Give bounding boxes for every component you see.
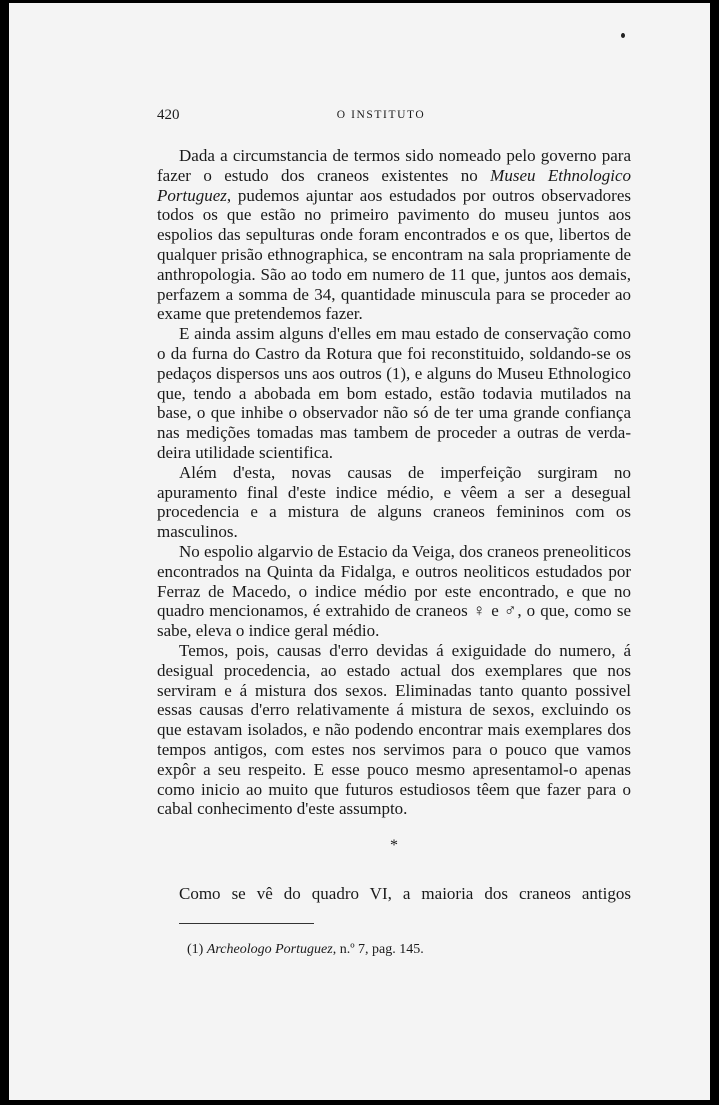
paragraph: Além d'esta, novas causas de imperfeição surgiram no apuramento final d'este indice médio, e vêem a ser a desegual procedencia e a mistura de alguns craneos femininos com os masculinos. — [157, 462, 631, 542]
journal-title: O INSTITUTO — [336, 109, 426, 121]
museum-name: Museu Ethnologico Portuguez — [157, 165, 631, 205]
book-page — [119, 3, 639, 1108]
continuation-line: Como se vê do quadro VI, a maioria dos craneos antigos — [179, 884, 631, 903]
paragraph-text: , pudemos ajuntar aos estudados por outros observadores todos os que estão no primeiro pavimento do museu juntos aos espolios das sepulturas onde foram encontrados e os que, libertos de qualquer prisão ethnographica, se encontram na sala propriamente de anthropologia. São ao todo em numero de 11 que, juntos aos demais, perfazem a somma de 34, quantidade minuscula para se proceder ao exame que pretendemos fazer. — [157, 185, 631, 324]
footnote-marker: (1) — [187, 942, 207, 957]
section-separator: * — [390, 837, 398, 854]
paragraph: No espolio algarvio de Estacio da Veiga, dos craneos preneoliticos encontrados na Quinta da Fidalga, e outros neoliticos estudados por Ferraz de Macedo, o indice médio por este encontrado, e que no quadro mencionamos, é extrahido de craneos ♀ e ♂, o que, como se sabe, eleva o indice geral médio. — [157, 541, 631, 641]
footnote-rule — [179, 923, 314, 924]
footnote-reference: , n.º 7, pag. 145. — [332, 942, 424, 957]
footnote — [187, 941, 607, 959]
paragraph: Temos, pois, causas d'erro devidas á exiguidade do numero, á desigual procedencia, ao estado actual dos exemplares que nos serviram e á mistura dos sexos. Eliminadas tanto quanto possivel essas causas d'erro relativamente á mistura de sexos, excluindo os que estavam isolados, e não podendo encontrar mais exemplares dos tempos antigos, com estes nos servimos para o pouco que vamos expôr a seu respeito. E esse pouco mesmo apresentamol-o apenas como inicio ao muito que futuros estudiosos têem que fazer para o cabal conhecimento d'este assumpto. — [157, 640, 631, 819]
body-text — [157, 146, 631, 819]
paragraph-text: Dada a circumstancia de termos sido nomeado pelo governo para fazer o estudo dos craneos existentes no — [157, 146, 631, 185]
page-number: 420 — [157, 107, 180, 123]
paragraph — [157, 146, 631, 324]
paragraph: E ainda assim alguns d'elles em mau estado de conservação como o da furna do Castro da Rotura que foi reconstituido, soldando-se os pedaços dispersos uns aos outros (1), e alguns do Museu Ethnologico que, tendo a abobada em bom estado, estão todavia mutilados na base, o que inhibe o observador não só de ter uma grande confiança nas medições tomadas mas tambem de proceder a outras de verdadeira utilidade scientifica. — [157, 324, 631, 462]
running-head — [157, 107, 605, 127]
footnote-title: Archeologo Portuguez — [206, 942, 333, 957]
